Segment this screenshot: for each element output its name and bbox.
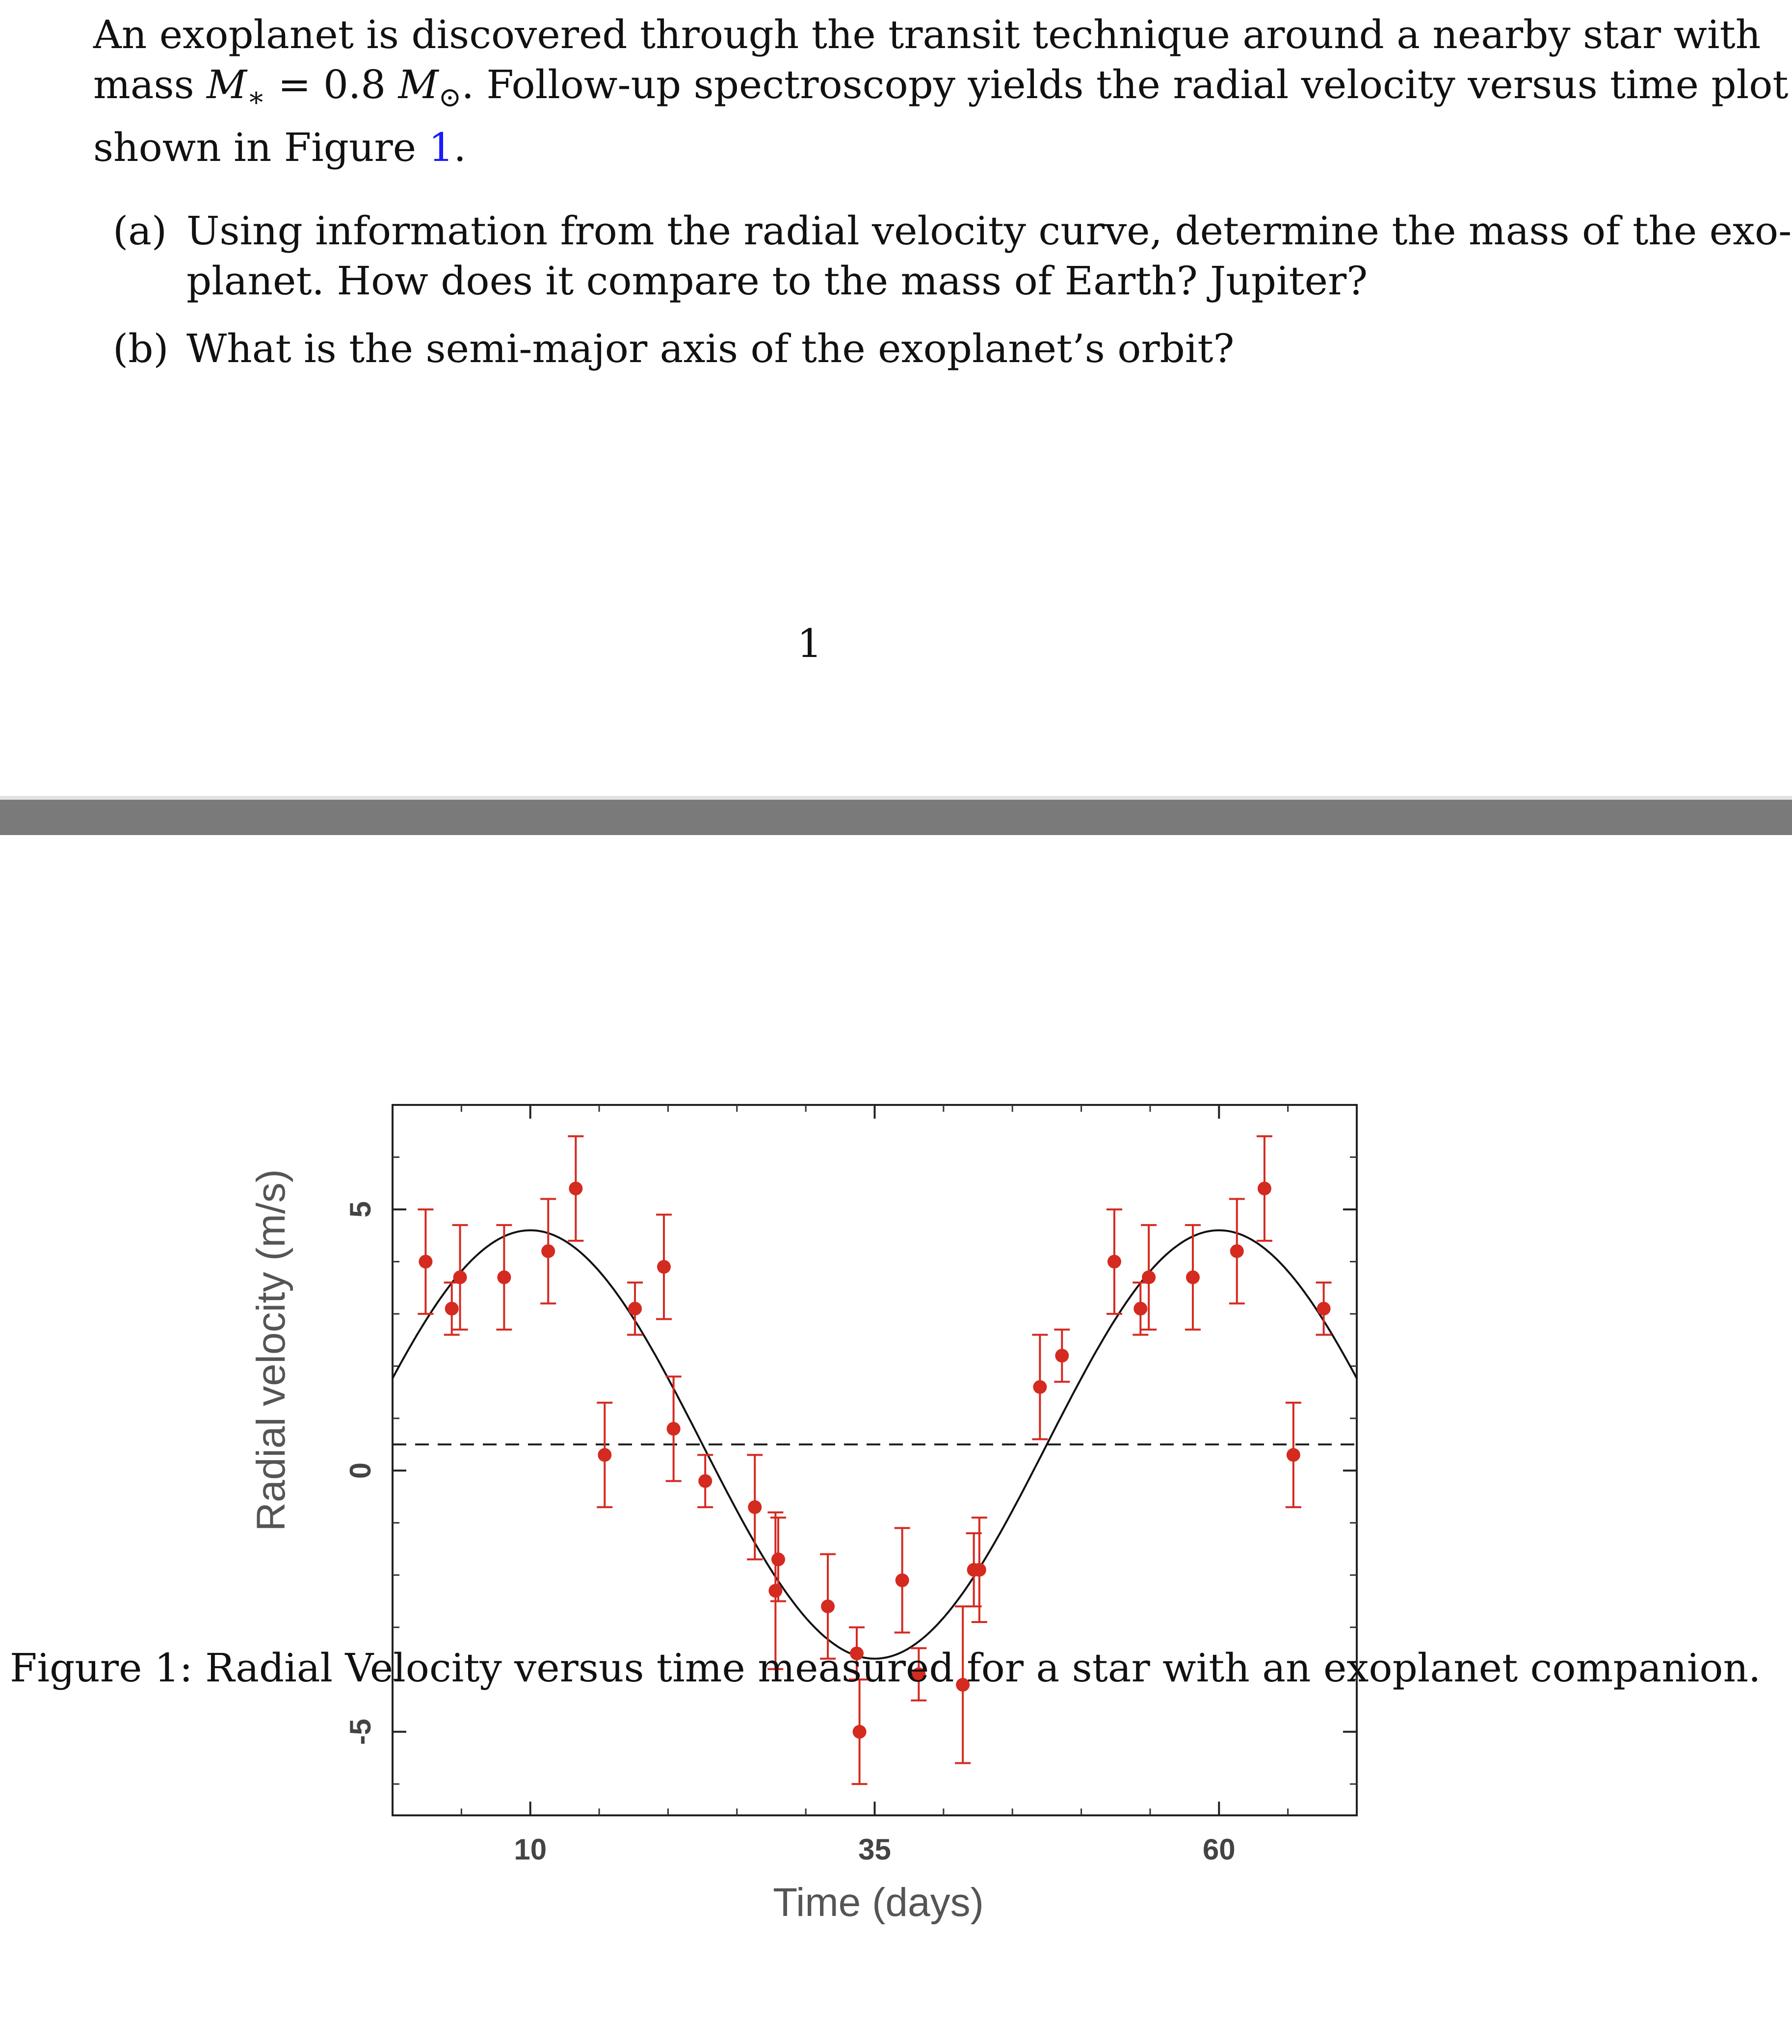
- question-b: [113, 324, 1634, 374]
- y-tick-label: 5: [344, 1201, 377, 1218]
- data-point: [748, 1500, 762, 1514]
- x-tick-label: 10: [514, 1833, 547, 1866]
- chart-layer: [344, 1105, 1357, 1866]
- data-point: [1133, 1302, 1147, 1315]
- problem-line-2: mass $M_∗ = 0.8$ $M_⊙$. Follow-up spectroscopy yields the radial velocity versus time plot: [93, 62, 1789, 113]
- problem-line-1: An exoplanet is discovered through the transit technique around a nearby star with: [93, 12, 1761, 57]
- data-point: [1287, 1448, 1300, 1462]
- data-point: [1258, 1181, 1271, 1195]
- data-point: [1142, 1270, 1156, 1284]
- data-point: [541, 1244, 555, 1258]
- data-point: [896, 1573, 909, 1587]
- data-point: [973, 1563, 986, 1577]
- stellar-mass-symbol: M: [207, 62, 247, 107]
- page-number: 1: [797, 621, 822, 666]
- data-point: [419, 1255, 432, 1268]
- solar-mass-subscript: ⊙: [438, 81, 462, 113]
- data-point: [628, 1302, 642, 1315]
- page-separator-edge: [0, 796, 1792, 800]
- data-point: [657, 1260, 671, 1274]
- data-point: [569, 1181, 582, 1195]
- question-list: [113, 206, 1792, 392]
- data-point: [497, 1270, 511, 1284]
- question-b-label: (b): [113, 326, 169, 371]
- data-point: [598, 1448, 611, 1462]
- question-b-line-1: What is the semi-major axis of the exoplanet’s orbit?: [186, 326, 1235, 371]
- figure-reference-link[interactable]: 1: [428, 125, 454, 170]
- data-point: [1186, 1270, 1200, 1284]
- problem-statement: [93, 10, 1789, 173]
- question-a-line-2: planet. How does it compare to the mass of Earth? Jupiter?: [186, 258, 1368, 304]
- data-point: [1055, 1349, 1069, 1363]
- data-point: [771, 1552, 785, 1566]
- problem-page: [0, 0, 1792, 800]
- data-point: [1033, 1380, 1047, 1394]
- plot-frame: [393, 1105, 1357, 1815]
- figure-page: [0, 835, 1792, 2044]
- problem-line-3: shown in Figure 1.: [93, 125, 466, 170]
- data-point: [821, 1599, 835, 1613]
- data-point: [1107, 1255, 1121, 1268]
- data-point: [1317, 1302, 1331, 1315]
- data-point: [453, 1270, 467, 1284]
- page-separator: [0, 800, 1792, 835]
- question-a: [113, 206, 1792, 306]
- radial-velocity-chart: [0, 835, 1792, 2044]
- figure-caption: Figure 1: Radial Velocity versus time measured for a star with an exoplanet companion.: [10, 1645, 1761, 1691]
- solar-mass-symbol: M: [398, 62, 439, 107]
- question-a-line-1: Using information from the radial velocity curve, determine the mass of the exo-: [186, 208, 1792, 254]
- data-point: [698, 1474, 712, 1488]
- x-tick-label: 35: [858, 1833, 891, 1866]
- data-point: [1230, 1244, 1244, 1258]
- stellar-mass-subscript: ∗: [247, 81, 266, 113]
- y-tick-label: -5: [344, 1718, 377, 1745]
- y-axis-label: Radial velocity (m/s): [249, 1169, 293, 1532]
- data-point: [853, 1725, 867, 1739]
- y-tick-label: 0: [344, 1462, 377, 1479]
- x-tick-label: 60: [1202, 1833, 1236, 1866]
- data-point: [768, 1584, 782, 1598]
- question-a-label: (a): [113, 208, 167, 254]
- x-axis-label: Time (days): [773, 1880, 984, 1925]
- data-point: [445, 1302, 459, 1315]
- data-point: [667, 1422, 681, 1436]
